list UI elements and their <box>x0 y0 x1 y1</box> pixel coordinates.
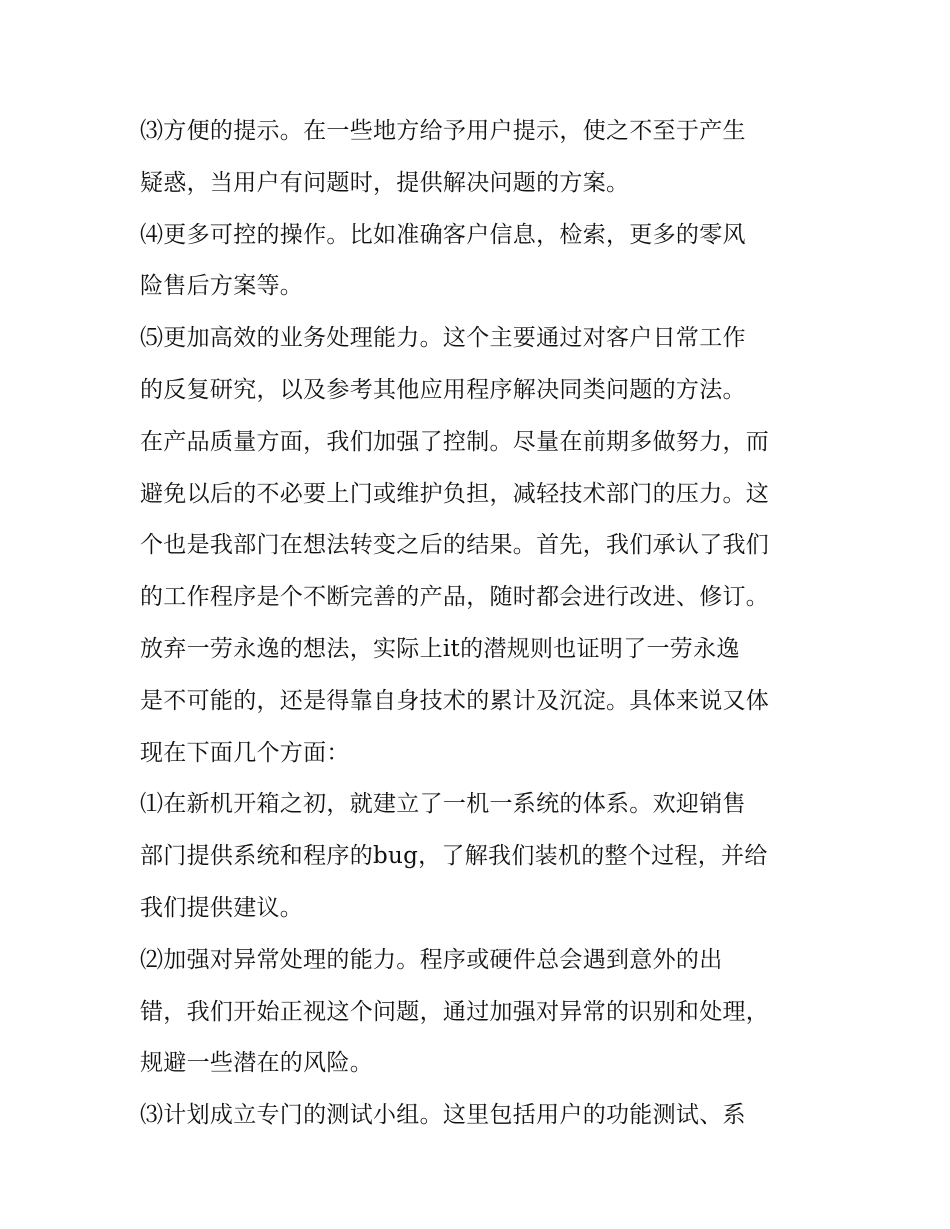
text-line: 在产品质量方面，我们加强了控制。尽量在前期多做努力，而 <box>140 428 770 455</box>
text-line: 部门提供系统和程序的bug，了解我们装机的整个过程，并给 <box>140 843 768 870</box>
text-line: ⑶计划成立专门的测试小组。这里包括用户的功能测试、系 <box>140 1102 746 1129</box>
text-line: ⑷更多可控的操作。比如准确客户信息，检索，更多的零风 <box>140 221 746 248</box>
body-text <box>140 106 830 1142</box>
text-line: 疑惑，当用户有问题时，提供解决问题的方案。 <box>140 169 630 196</box>
text-line: 避免以后的不必要上门或维护负担，减轻技术部门的压力。这 <box>140 480 770 507</box>
text-line: 险售后方案等。 <box>140 273 304 300</box>
text-line: ⑴在新机开箱之初，就建立了一机一系统的体系。欢迎销售 <box>140 791 746 818</box>
text-line: 的工作程序是个不断完善的产品，随时都会进行改进、修订。 <box>140 584 770 611</box>
text-line: 的反复研究，以及参考其他应用程序解决同类问题的方法。 <box>140 376 746 403</box>
text-line: ⑸更加高效的业务处理能力。这个主要通过对客户日常工作 <box>140 325 746 352</box>
text-line: 规避一些潜在的风险。 <box>140 1050 373 1077</box>
text-line: 个也是我部门在想法转变之后的结果。首先，我们承认了我们 <box>140 532 770 559</box>
text-line: ⑶方便的提示。在一些地方给予用户提示，使之不至于产生 <box>140 118 746 144</box>
text-line: 放弃一劳永逸的想法，实际上it的潜规则也证明了一劳永逸 <box>140 635 740 662</box>
text-line: 现在下面几个方面： <box>140 739 350 766</box>
text-line: 是不可能的，还是得靠自身技术的累计及沉淀。具体来说又体 <box>140 687 770 714</box>
text-line: ⑵加强对异常处理的能力。程序或硬件总会遇到意外的出 <box>140 946 723 973</box>
text-line: 我们提供建议。 <box>140 894 304 921</box>
text-line: 错，我们开始正视这个问题，通过加强对异常的识别和处理， <box>140 998 770 1025</box>
